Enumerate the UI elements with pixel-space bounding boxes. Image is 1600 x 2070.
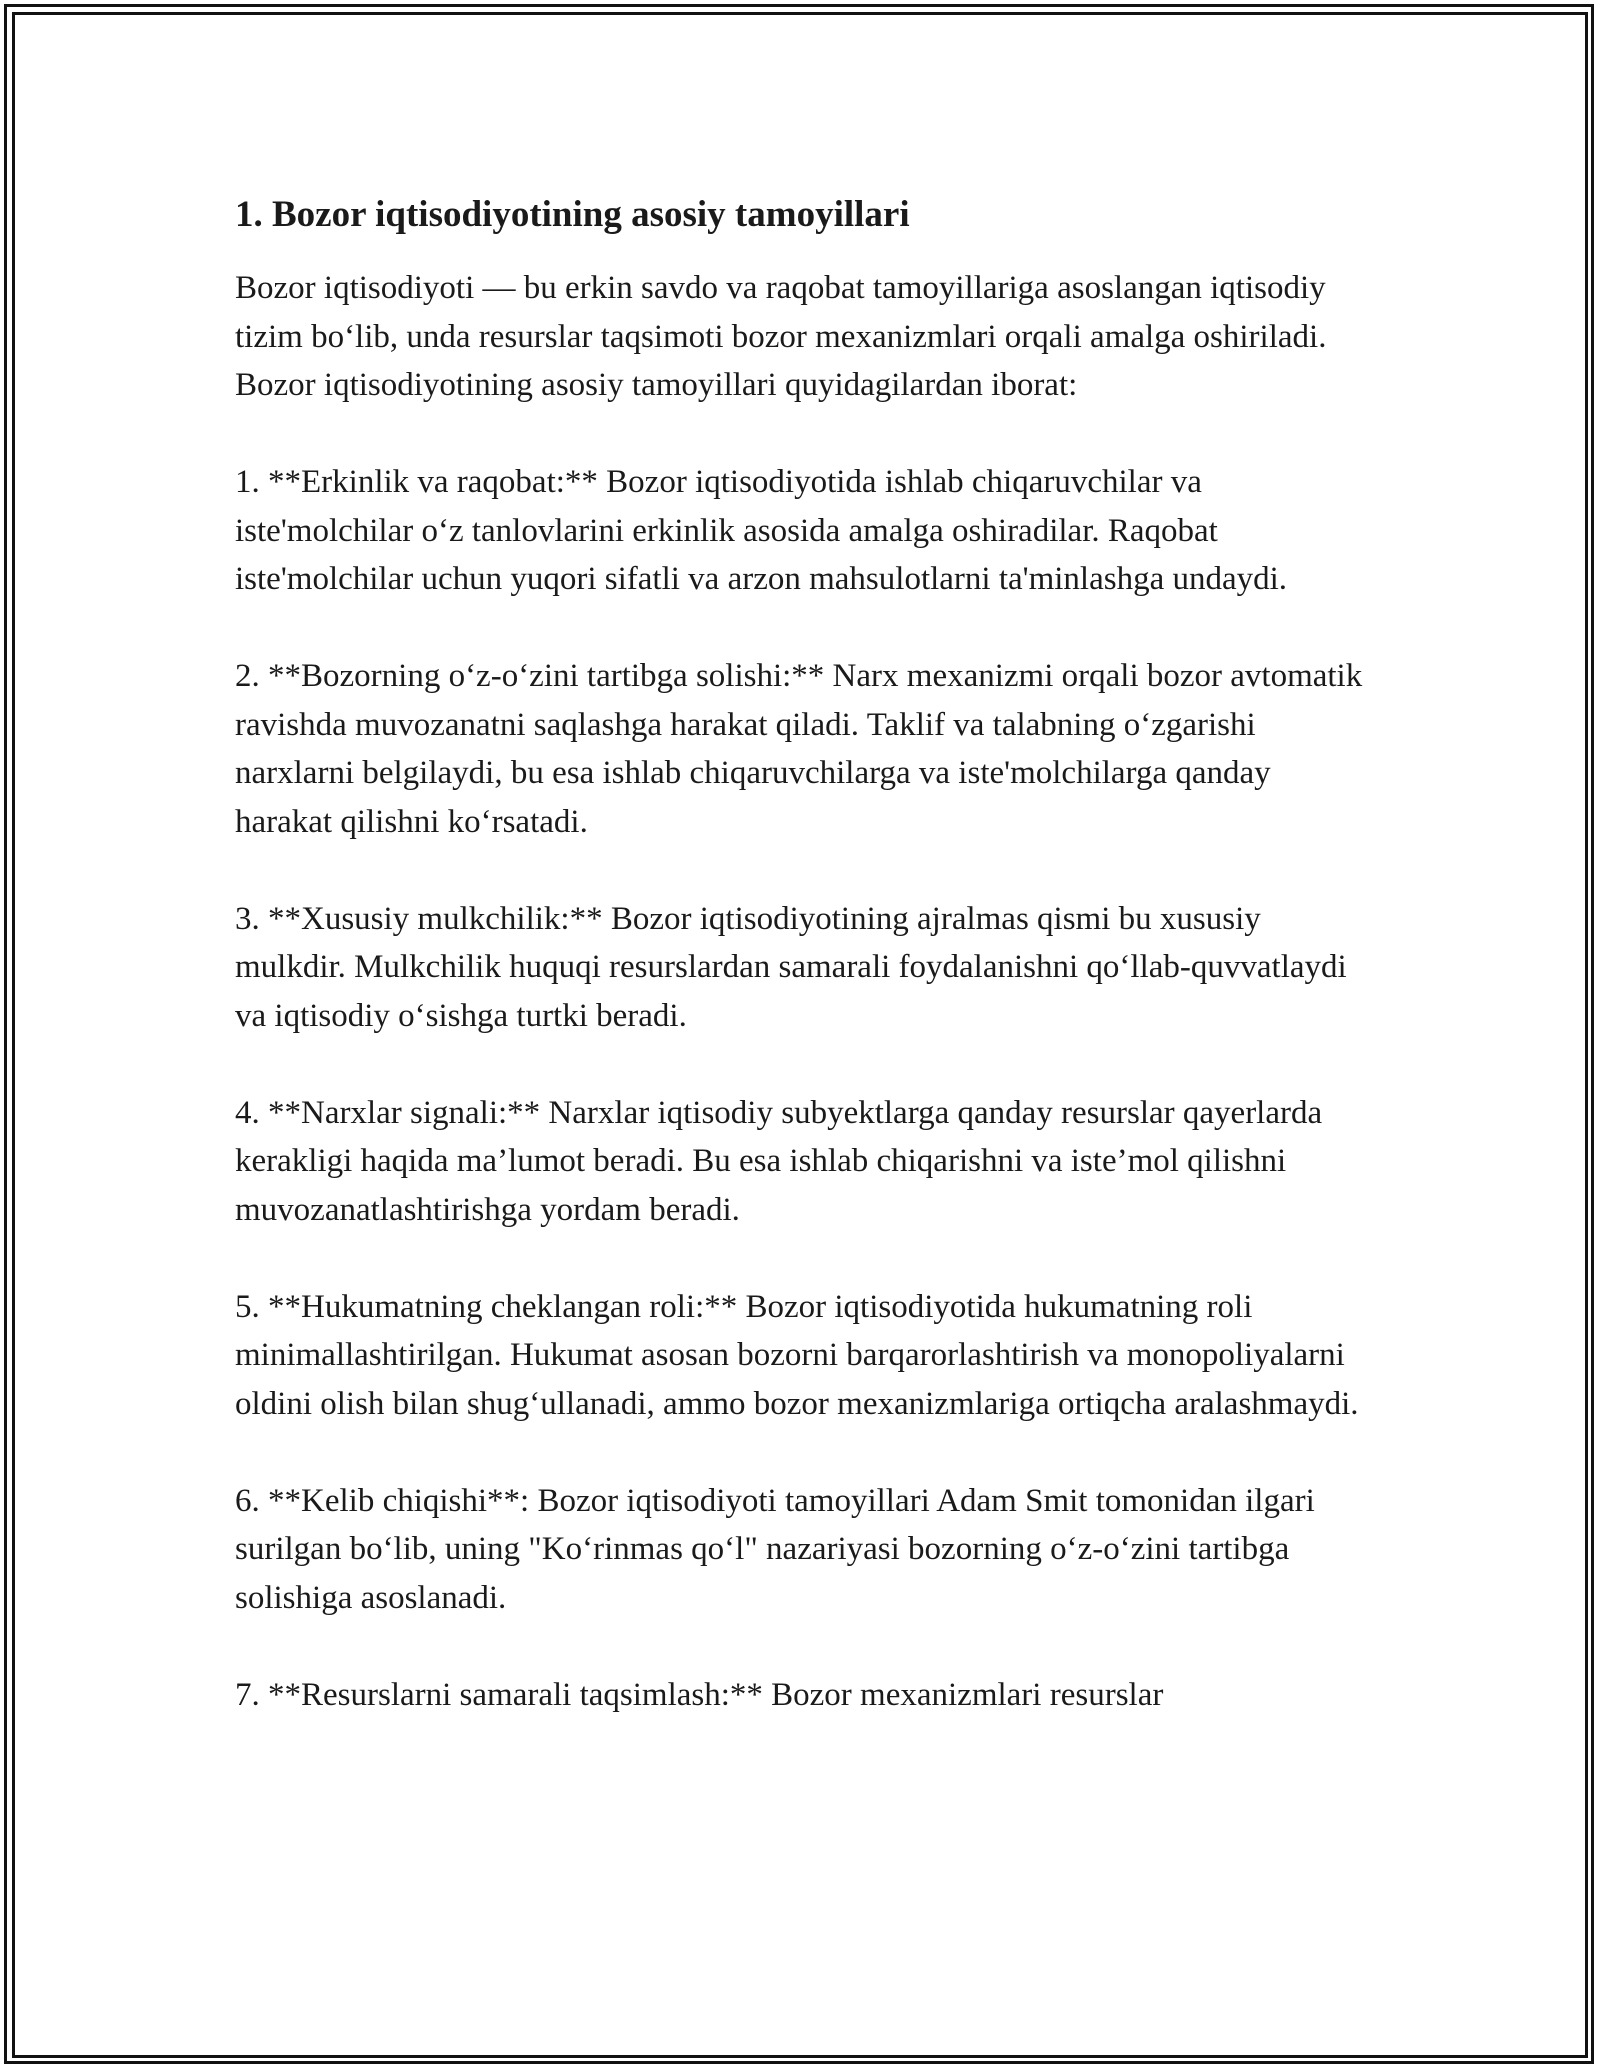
document-body (235, 190, 1375, 1768)
list-item-2: 2. **Bozorning o‘z-o‘zini tartibga solishi:** Narx mexanizmi orqali bozor avtomatik ravishda muvozanatni saqlashga harakat qiladi. Taklif va talabning o‘zgarishi narxlarni belgilaydi, bu esa ishlab chiqaruvchilarga va iste'molchilarga qanday harakat qilishni ko‘rsatadi. (235, 658, 1363, 840)
list-item-3: 3. **Xususiy mulkchilik:** Bozor iqtisodiyotining ajralmas qismi bu xususiy mulkdir. Mulkchilik huquqi resurslardan samarali foydalanishni qo‘llab-quvvatlaydi va iqtisodiy o‘sishga turtki beradi. (235, 900, 1347, 1034)
intro-paragraph: Bozor iqtisodiyoti — bu erkin savdo va raqobat tamoyillariga asoslangan iqtisodiy tizim bo‘lib, unda resurslar taqsimoti bozor mexanizmlari orqali amalga oshiriladi. Bozor iqtisodiyotining asosiy tamoyillari quyidagilardan iborat: (235, 270, 1327, 403)
document-title: 1. Bozor iqtisodiyotining asosiy tamoyillari (235, 194, 910, 235)
list-item-5: 5. **Hukumatning cheklangan roli:** Bozor iqtisodiyotida hukumatning roli minimallashtirilgan. Hukumat asosan bozorni barqarorlashtirish va monopoliyalarni oldini olish bilan shug‘ullanadi, ammo bozor mexanizmlariga ortiqcha aralashmaydi. (235, 1288, 1359, 1422)
list-item-7: 7. **Resurslarni samarali taqsimlash:** Bozor mexanizmlari resurslar (235, 1676, 1164, 1713)
list-item-1: 1. **Erkinlik va raqobat:** Bozor iqtisodiyotida ishlab chiqaruvchilar va iste'molchilar o‘z tanlovlarini erkinlik asosida amalga oshiradilar. Raqobat iste'molchilar uchun yuqori sifatli va arzon mahsulotlarni ta'minlashga undaydi. (235, 464, 1288, 597)
list-item-6: 6. **Kelib chiqishi**: Bozor iqtisodiyoti tamoyillari Adam Smit tomonidan ilgari surilgan bo‘lib, uning "Ko‘rinmas qo‘l" nazariyasi bozorning o‘z-o‘zini tartibga solishiga asoslanadi. (235, 1482, 1315, 1616)
list-item-4: 4. **Narxlar signali:** Narxlar iqtisodiy subyektlarga qanday resurslar qayerlarda kerakligi haqida ma’lumot beradi. Bu esa ishlab chiqarishni va iste’mol qilishni muvozanatlashtirishga yordam beradi. (235, 1094, 1323, 1228)
